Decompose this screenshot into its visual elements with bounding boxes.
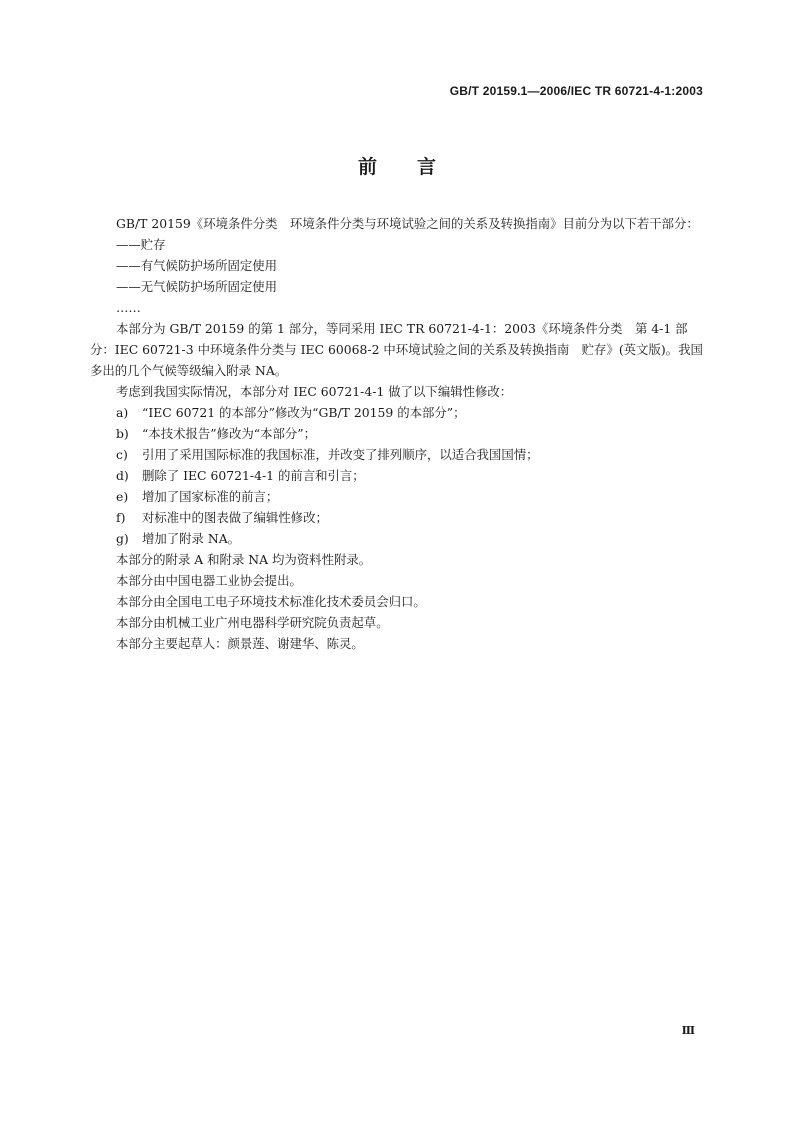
modification-item	[90, 444, 706, 465]
modification-item	[90, 402, 706, 423]
standard-code: GB/T 20159.1—2006/IEC TR 60721-4-1:2003	[449, 84, 703, 98]
item-text: 增加了附录 NA。	[142, 531, 241, 546]
modification-item	[90, 465, 706, 486]
part-list-item: ——无气候防护场所固定使用	[116, 279, 278, 294]
item-label: c)	[116, 447, 128, 462]
part-list-ellipsis: ……	[116, 300, 141, 315]
centralized-by: 本部分由全国电工电子环境技术标准化技术委员会归口。	[116, 594, 426, 609]
page-title	[0, 152, 794, 179]
item-text: 增加了国家标准的前言；	[142, 489, 279, 504]
page-number: Ⅲ	[681, 1024, 695, 1037]
item-label: f)	[116, 510, 126, 525]
item-label: b)	[116, 426, 129, 441]
modification-item	[90, 507, 706, 528]
drafters: 本部分主要起草人：颜景莲、谢建华、陈灵。	[116, 636, 364, 651]
title-part-2: 言	[417, 156, 437, 178]
item-label: g)	[116, 531, 129, 546]
item-text: “本技术报告”修改为“本部分”；	[142, 426, 317, 441]
item-text: 删除了 IEC 60721-4-1 的前言和引言；	[142, 468, 365, 483]
item-label: a)	[116, 405, 129, 420]
modification-item	[90, 528, 706, 549]
adoption-paragraph: 本部分为 GB/T 20159 的第 1 部分，等同采用 IEC TR 60721-4-1：2003《环境条件分类 第 4-1 部分：IEC 60721-3 中环境条件分类与 IEC 60068-2 中环境试验之间的关系及转换指南 贮存》(英文版)。我国多出的几个气候等级编入附录 NA。	[90, 321, 703, 378]
part-list-item: ——贮存	[116, 237, 166, 252]
foreword-body	[90, 213, 706, 654]
modification-item	[90, 423, 706, 444]
item-label: d)	[116, 468, 129, 483]
appendix-note: 本部分的附录 A 和附录 NA 均为资料性附录。	[116, 552, 372, 567]
part-list-item: ——有气候防护场所固定使用	[116, 258, 278, 273]
modification-item	[90, 486, 706, 507]
intro-paragraph: GB/T 20159《环境条件分类 环境条件分类与环境试验之间的关系及转换指南》目前分为以下若干部分：	[116, 216, 699, 231]
item-text: “IEC 60721 的本部分”修改为“GB/T 20159 的本部分”；	[142, 405, 466, 420]
drafted-by: 本部分由机械工业广州电器科学研究院负责起草。	[116, 615, 389, 630]
item-text: 对标准中的图表做了编辑性修改；	[142, 510, 328, 525]
title-part-1: 前	[357, 156, 377, 178]
item-text: 引用了采用国际标准的我国标准，并改变了排列顺序，以适合我国国情；	[142, 447, 539, 462]
item-label: e)	[116, 489, 129, 504]
modifications-intro: 考虑到我国实际情况，本部分对 IEC 60721-4-1 做了以下编辑性修改：	[116, 384, 513, 399]
proposed-by: 本部分由中国电器工业协会提出。	[116, 573, 302, 588]
